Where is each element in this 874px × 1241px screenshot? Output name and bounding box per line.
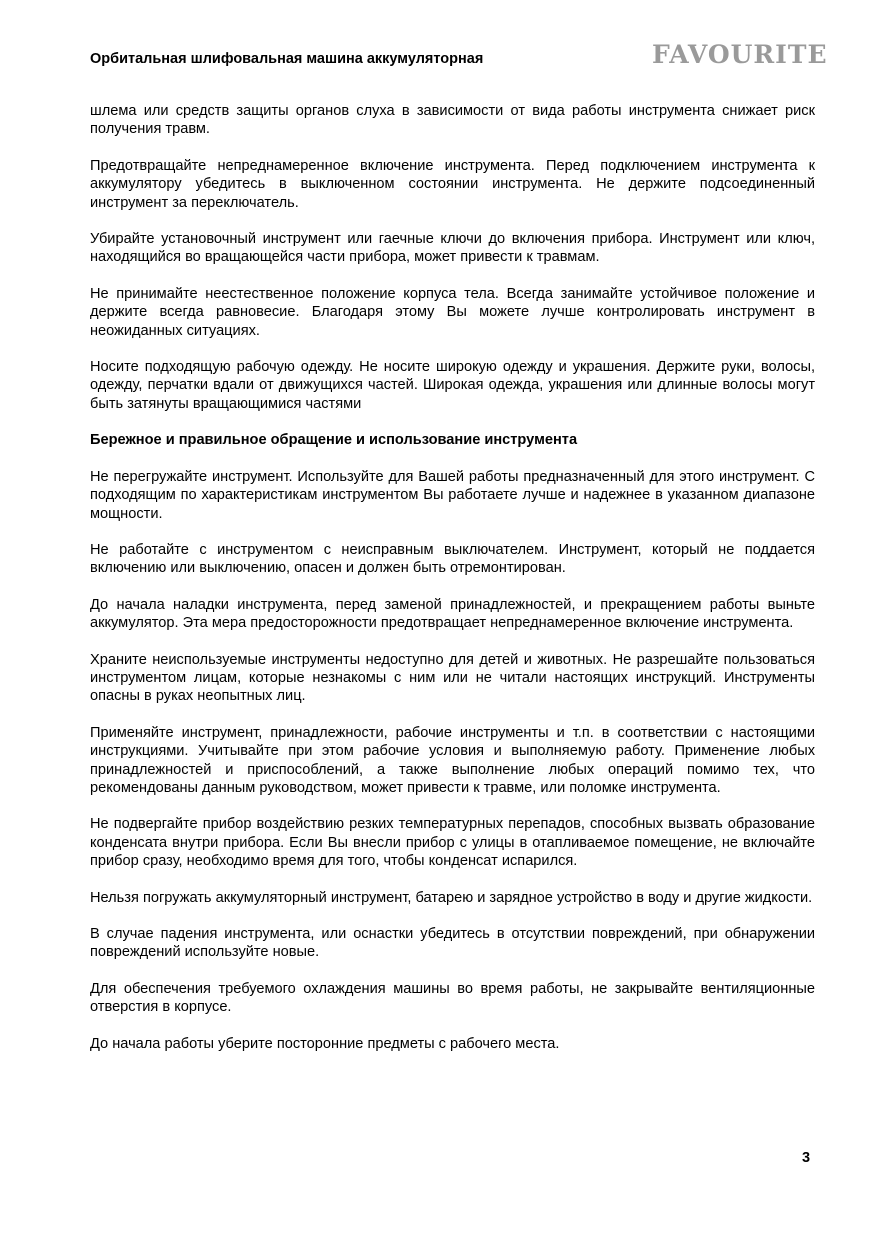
paragraph: До начала наладки инструмента, перед заменой принадлежностей, и прекращением работы выньте аккумулятор. Эта мера предосторожности предотвращает непреднамеренное включение инструмента. [90, 596, 815, 632]
paragraph: Не подвергайте прибор воздействию резких температурных перепадов, способных вызвать образование конденсата внутри прибора. Если Вы внесли прибор с улицы в отапливаемое помещение, не включайте прибор сразу, необходимо время для того, чтобы конденсат испарился. [90, 816, 815, 870]
paragraph: Храните неиспользуемые инструменты недоступно для детей и животных. Не разрешайте пользоваться инструментом лицам, которые незнакомы с ним или не читали настоящих инструкций. Инструменты опасны в руках неопытных лиц. [90, 651, 815, 705]
paragraph: Для обеспечения требуемого охлаждения машины во время работы, не закрывайте вентиляционные отверстия в корпусе. [90, 980, 815, 1016]
paragraph: Нельзя погружать аккумуляторный инструмент, батарею и зарядное устройство в воду и другие жидкости. [90, 889, 813, 906]
paragraph: Не принимайте неестественное положение корпуса тела. Всегда занимайте устойчивое положение и держите всегда равновесие. Благодаря этому Вы можете лучше контролировать инструмент в неожиданных ситуациях. [90, 285, 815, 339]
document-header-title: Орбитальная шлифовальная машина аккумуляторная [90, 51, 484, 67]
page-number: 3 [802, 1150, 811, 1166]
paragraph: Применяйте инструмент, принадлежности, рабочие инструменты и т.п. в соответствии с настоящими инструкциями. Учитывайте при этом рабочие условия и выполняемую работу. Применение любых принадлежностей и приспособлений, а также выполнение любых операций помимо тех, что рекомендованы данным руководством, может привести к травме, или поломке инструмента. [90, 724, 815, 796]
document-body [90, 102, 815, 1071]
paragraph: Не перегружайте инструмент. Используйте для Вашей работы предназначенный для этого инструмент. С подходящим по характеристикам инструментом Вы работаете лучше и надежнее в указанном диапазоне мощности. [90, 468, 815, 522]
section-heading: Бережное и правильное обращение и использование инструмента [90, 432, 578, 449]
brand-logo: FAVOURITE [652, 40, 828, 69]
paragraph: шлема или средств защиты органов слуха в зависимости от вида работы инструмента снижает риск получения травм. [90, 103, 815, 138]
paragraph: В случае падения инструмента, или оснастки убедитесь в отсутствии повреждений, при обнаружении повреждений используйте новые. [90, 926, 815, 961]
paragraph: Убирайте установочный инструмент или гаечные ключи до включения прибора. Инструмент или ключ, находящийся во вращающейся части прибора, может привести к травмам. [90, 231, 815, 266]
paragraph: До начала работы уберите посторонние предметы с рабочего места. [90, 1035, 560, 1052]
paragraph: Не работайте с инструментом с неисправным выключателем. Инструмент, который не поддается включению или выключению, опасен и должен быть отремонтирован. [90, 541, 815, 577]
paragraph: Предотвращайте непреднамеренное включение инструмента. Перед подключением инструмента к аккумулятору убедитесь в выключенном состоянии инструмента. Не держите подсоединенный инструмент за переключатель. [90, 157, 815, 211]
paragraph: Носите подходящую рабочую одежду. Не носите широкую одежду и украшения. Держите руки, волосы, одежду, перчатки вдали от движущихся частей. Широкая одежда, украшения или длинные волосы могут быть затянуты вращающимися частями [90, 359, 815, 412]
